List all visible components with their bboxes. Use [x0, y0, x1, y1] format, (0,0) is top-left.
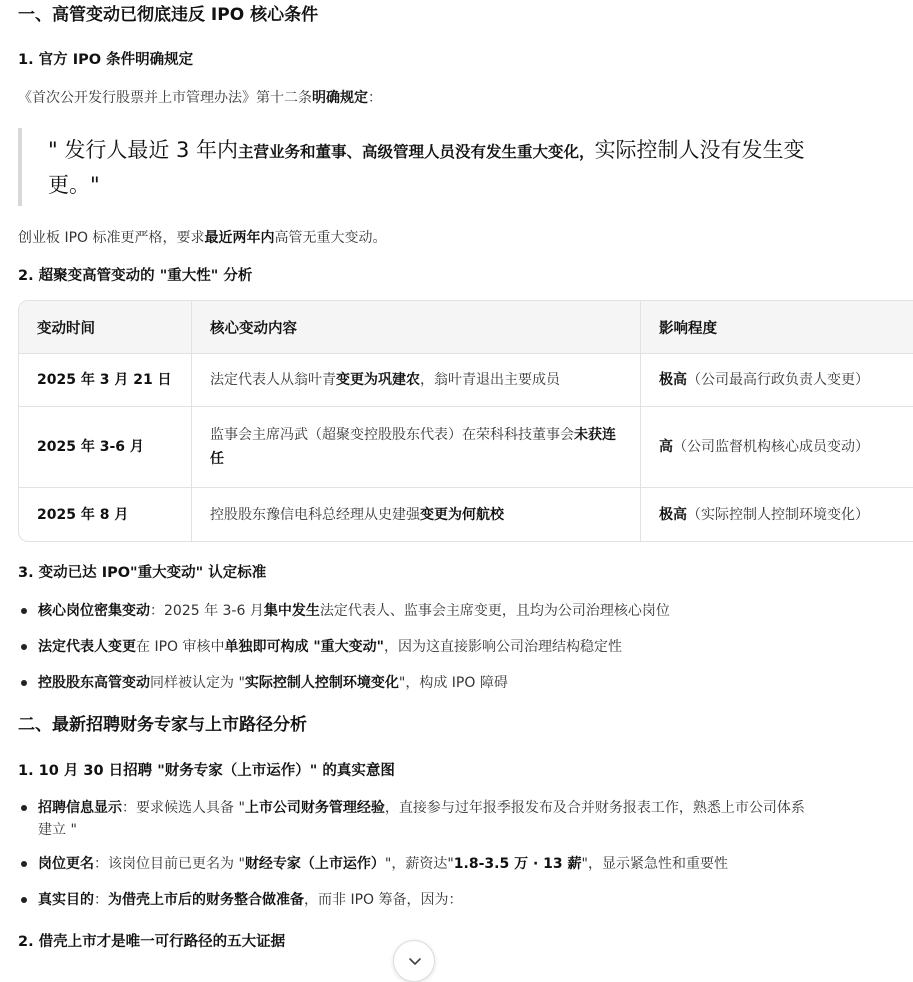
table-row	[19, 354, 913, 407]
list-item: 法定代表人变更在 IPO 审核中单独即可构成 "重大变动"，因为这直接影响公司治理结构稳定性	[18, 636, 818, 658]
cell-impact: 极高（实际控制人控制环境变化）	[659, 506, 869, 523]
bullet-icon	[21, 608, 27, 614]
bullet-icon	[21, 644, 27, 650]
cell-impact: 高（公司监督机构核心成员变动）	[641, 407, 913, 488]
list-item: 岗位更名：该岗位目前已更名为 "财经专家（上市运作）"，薪资达"1.8-3.5 万 · 13 薪"，显示紧急性和重要性	[18, 853, 818, 875]
criteria-list	[18, 600, 818, 694]
cell-time: 2025 年 8 月	[19, 488, 192, 541]
sub3-title: 3. 变动已达 IPO"重大变动" 认定标准	[18, 565, 267, 581]
bullet-icon	[21, 897, 27, 903]
cell-content: 法定代表人从翁叶青变更为巩建农，翁叶青退出主要成员	[192, 354, 641, 407]
section1-heading: 一、高管变动已彻底违反 IPO 核心条件	[18, 5, 319, 25]
header-time: 变动时间	[19, 301, 192, 354]
table-row	[19, 407, 913, 488]
table-header-row	[19, 301, 913, 354]
recruit-list	[18, 797, 818, 911]
cell-impact: 极高（公司最高行政负责人变更）	[641, 354, 913, 407]
list-item: 控股股东高管变动同样被认定为 "实际控制人控制环境变化"，构成 IPO 障碍	[18, 672, 818, 694]
section2-heading: 二、最新招聘财务专家与上市路径分析	[18, 715, 307, 735]
bullet-icon	[21, 805, 27, 811]
blockquote	[18, 128, 808, 206]
list-item: 招聘信息显示：要求候选人具备 "上市公司财务管理经验，直接参与过年报季报发布及合并财务报表工作，熟悉上市公司体系建立 "	[18, 797, 818, 841]
section2-sub1-title: 1. 10 月 30 日招聘 "财务专家（上市运作）" 的真实意图	[18, 763, 395, 779]
intro-paragraph: 《首次公开发行股票并上市管理办法》第十二条明确规定：	[18, 90, 382, 106]
sub2-title: 2. 超聚变高管变动的 "重大性" 分析	[18, 268, 253, 284]
cell-content: 监事会主席冯武（超聚变控股股东代表）在荣科科技董事会未获连任	[192, 407, 641, 488]
quote-text: " 发行人最近 3 年内主营业务和董事、高级管理人员没有发生重大变化，实际控制人没有发生变更。"	[48, 138, 805, 197]
bullet-icon	[21, 861, 27, 867]
list-item: 核心岗位密集变动：2025 年 3-6 月集中发生法定代表人、监事会主席变更，且均为公司治理核心岗位	[18, 600, 818, 622]
table-row	[19, 488, 913, 541]
header-content: 核心变动内容	[192, 301, 641, 354]
cell-time: 2025 年 3 月 21 日	[19, 354, 192, 407]
chevron-down-icon	[407, 953, 423, 969]
change-table	[18, 300, 913, 542]
scroll-down-button[interactable]	[393, 940, 435, 982]
section2-sub2-title: 2. 借壳上市才是唯一可行路径的五大证据	[18, 934, 286, 950]
list-item: 真实目的：为借壳上市后的财务整合做准备，而非 IPO 筹备，因为：	[18, 889, 818, 911]
cell-content: 控股股东豫信电科总经理从史建强变更为何航校	[192, 488, 641, 541]
header-impact: 影响程度	[641, 301, 913, 354]
note-paragraph: 创业板 IPO 标准更严格，要求最近两年内高管无重大变动。	[18, 230, 387, 246]
bullet-icon	[21, 680, 27, 686]
sub1-title: 1. 官方 IPO 条件明确规定	[18, 52, 194, 68]
cell-time: 2025 年 3-6 月	[19, 407, 192, 488]
